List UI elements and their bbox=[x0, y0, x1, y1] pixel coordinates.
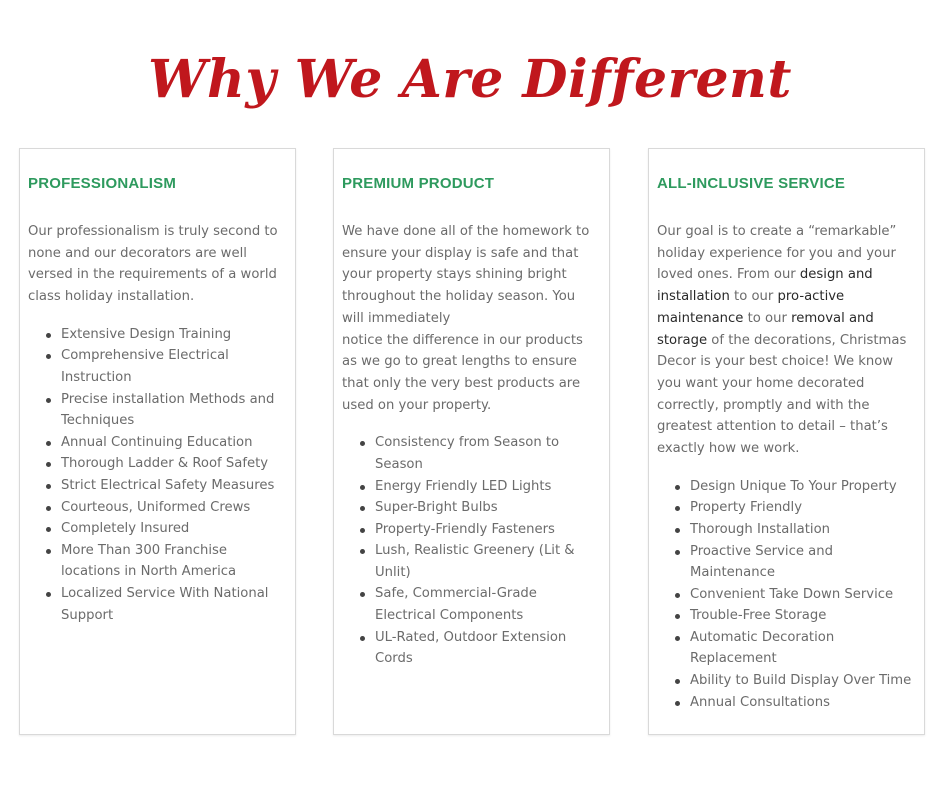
list-item: Trouble-Free Storage bbox=[690, 605, 916, 627]
card-professionalism bbox=[19, 148, 296, 735]
list-item: UL-Rated, Outdoor Extension Cords bbox=[375, 627, 601, 670]
list-item: Safe, Commercial-Grade Electrical Components bbox=[375, 583, 601, 626]
feature-list bbox=[342, 432, 601, 670]
maintenance-link[interactable]: pro-active maintenance bbox=[657, 289, 845, 326]
paragraph-text: to our bbox=[743, 310, 792, 326]
paragraph-text: notice the difference in our products as we go to great lengths to ensure that only the very best products are used on your property. bbox=[342, 332, 583, 413]
list-item: Comprehensive Electrical Instruction bbox=[61, 345, 287, 388]
paragraph-text: We have done all of the homework to ensure your display is safe and that your property stays shining bright throughout the holiday season. You will immediately bbox=[342, 224, 590, 326]
list-item: Property Friendly bbox=[690, 497, 916, 519]
card-premium-product bbox=[333, 148, 610, 735]
list-item: Completely Insured bbox=[61, 518, 287, 540]
list-item: Proactive Service and Maintenance bbox=[690, 541, 916, 584]
list-item: Strict Electrical Safety Measures bbox=[61, 475, 287, 497]
list-item: Property-Friendly Fasteners bbox=[375, 519, 601, 541]
card-paragraph bbox=[657, 221, 916, 460]
list-item: Thorough Installation bbox=[690, 519, 916, 541]
card-title: PREMIUM PRODUCT bbox=[342, 175, 495, 192]
list-item: Annual Consultations bbox=[690, 692, 916, 714]
list-item: Consistency from Season to Season bbox=[375, 432, 601, 475]
paragraph-text: of the decorations, Christmas Decor is your best choice! We know you want your home decorated correctly, promptly and with the greatest attention to detail – that’s exactly how we work. bbox=[657, 332, 907, 457]
list-item: Lush, Realistic Greenery (Lit & Unlit) bbox=[375, 540, 601, 583]
list-item: Automatic Decoration Replacement bbox=[690, 627, 916, 670]
list-item: More Than 300 Franchise locations in North America bbox=[61, 540, 287, 583]
card-title: PROFESSIONALISM bbox=[28, 175, 177, 192]
card-title: ALL-INCLUSIVE SERVICE bbox=[657, 175, 846, 192]
list-item: Convenient Take Down Service bbox=[690, 584, 916, 606]
feature-list bbox=[657, 476, 916, 714]
card-paragraph bbox=[342, 221, 601, 416]
feature-list bbox=[28, 324, 287, 626]
page-title: Why We Are Different bbox=[148, 49, 792, 110]
list-item: Design Unique To Your Property bbox=[690, 476, 916, 498]
paragraph-text: to our bbox=[729, 289, 778, 305]
list-item: Annual Continuing Education bbox=[61, 432, 287, 454]
card-all-inclusive-service bbox=[648, 148, 925, 735]
list-item: Precise installation Methods and Techniques bbox=[61, 389, 287, 432]
list-item: Energy Friendly LED Lights bbox=[375, 476, 601, 498]
list-item: Thorough Ladder & Roof Safety bbox=[61, 453, 287, 475]
removal-storage-link[interactable]: removal and storage bbox=[657, 310, 874, 348]
list-item: Localized Service With National Support bbox=[61, 583, 287, 626]
list-item: Courteous, Uniformed Crews bbox=[61, 497, 287, 519]
list-item: Ability to Build Display Over Time bbox=[690, 670, 916, 692]
list-item: Extensive Design Training bbox=[61, 324, 287, 346]
card-paragraph: Our professionalism is truly second to none and our decorators are well versed in the requirements of a world class holiday installation. bbox=[28, 224, 278, 305]
list-item: Super-Bright Bulbs bbox=[375, 497, 601, 519]
paragraph-text: Our goal is to create a “remarkable” holiday experience for you and your loved ones. From our bbox=[657, 224, 897, 283]
design-installation-link[interactable]: design and installation bbox=[657, 267, 873, 305]
